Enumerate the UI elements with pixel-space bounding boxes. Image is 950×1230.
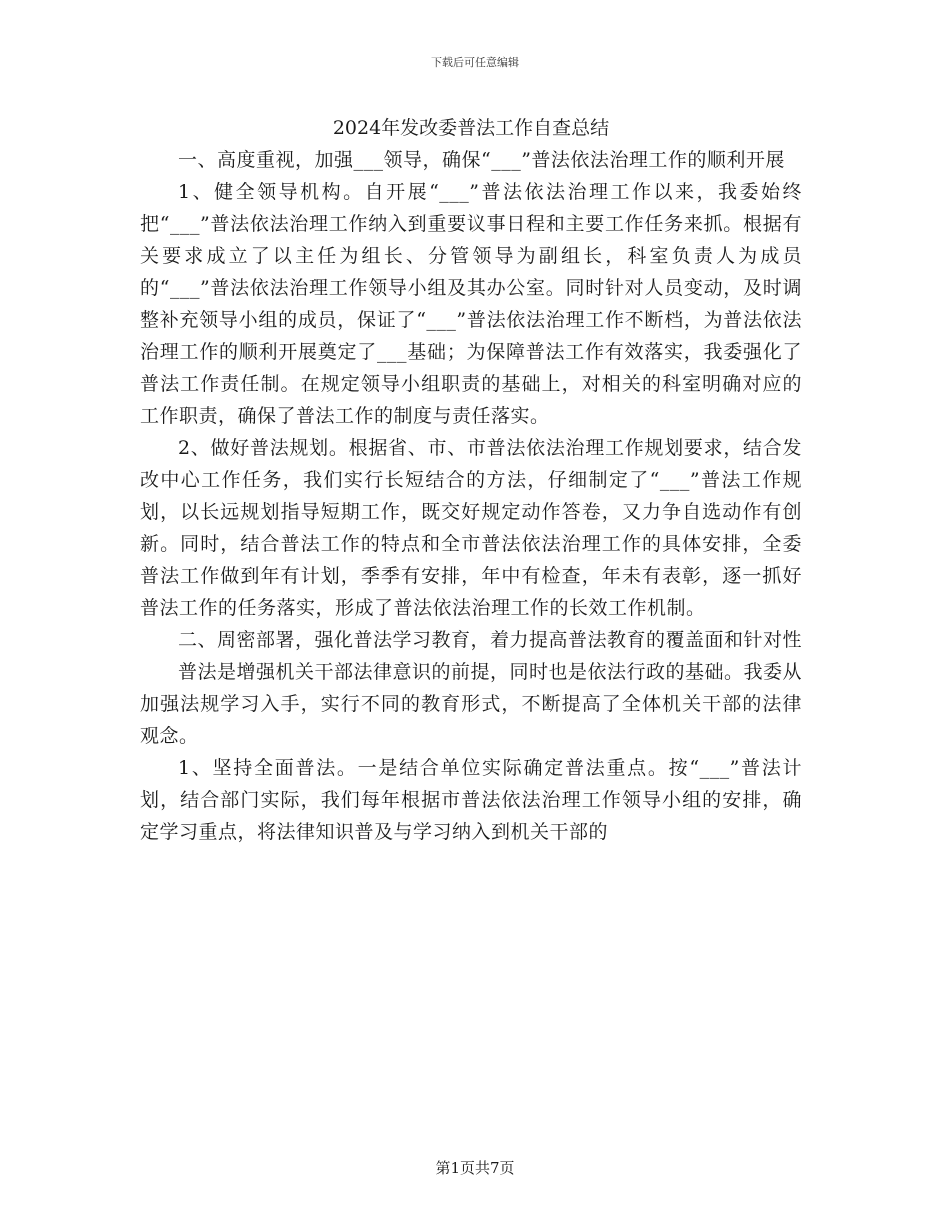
page-header-note: 下载后可任意编辑 <box>431 56 519 69</box>
paragraph-planning: 2、做好普法规划。根据省、市、市普法依法治理工作规划要求，结合发改中心工作任务，我们实行长短结合的方法，仔细制定了“___”普法工作规划，以长远规划指导短期工作，既交好规定动作答卷，又力争自选动作有创新。同时，结合普法工作的特点和全市普法依法治理工作的具体安排，全委普法工作做到年有计划，季季有安排，年中有检查，年未有表彰，逐一抓好普法工作的任务落实，形成了普法依法治理工作的长效工作机制。 <box>140 437 802 619</box>
paragraph-section-1-heading: 一、高度重视，加强___领导，确保“___”普法依法治理工作的顺利开展 <box>178 149 785 171</box>
document-title: 2024年发改委普法工作自查总结 <box>332 117 610 139</box>
paragraph-leadership-structure: 1、健全领导机构。自开展“___”普法依法治理工作以来，我委始终把“___”普法依法治理工作纳入到重要议事日程和主要工作任务来抓。根据有关要求成立了以主任为组长、分管领导为副组长，科室负责人为成员的“___”普法依法治理工作领导小组及其办公室。同时针对人员变动，及时调整补充领导小组的成员，保证了“___”普法依法治理工作不断档，为普法依法治理工作的顺利开展奠定了___基础；为保障普法工作有效落实，我委强化了普法工作责任制。在规定领导小组职责的基础上，对相关的科室明确对应的工作职责，确保了普法工作的制度与责任落实。 <box>140 181 802 427</box>
document-body <box>140 112 802 848</box>
paragraph-section-2-heading: 二、周密部署，强化普法学习教育，着力提高普法教育的覆盖面和针对性 <box>178 629 803 651</box>
page-number: 第1页共7页 <box>435 1159 515 1177</box>
paragraph-education-intro: 普法是增强机关干部法律意识的前提，同时也是依法行政的基础。我委从加强法规学习入手，实行不同的教育形式，不断提高了全体机关干部的法律观念。 <box>140 661 803 747</box>
paragraph-comprehensive-education: 1、坚持全面普法。一是结合单位实际确定普法重点。按“___”普法计划，结合部门实际，我们每年根据市普法依法治理工作领导小组的安排，确定学习重点，将法律知识普及与学习纳入到机关干部的 <box>140 757 802 843</box>
